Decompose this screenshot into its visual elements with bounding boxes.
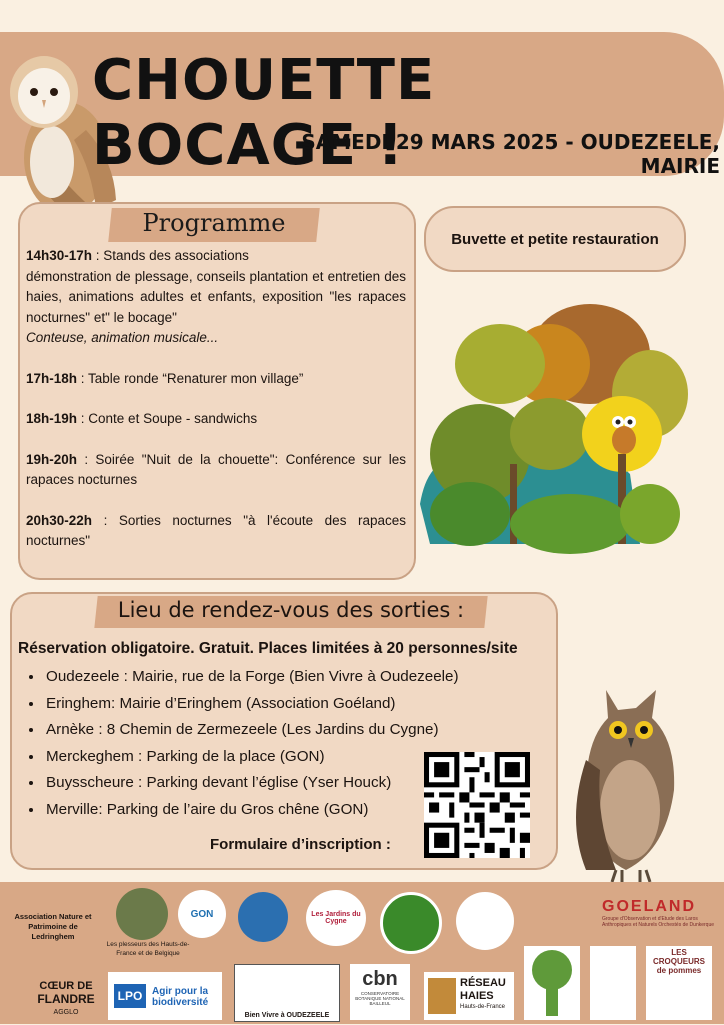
- programme-time: 20h30-22h: [26, 512, 93, 528]
- goeland-label: GOELAND: [602, 898, 696, 915]
- programme-text: : Sorties nocturnes "à l'écoute des rapaces nocturnes": [26, 512, 406, 548]
- programme-item: [26, 450, 406, 491]
- plesseurs-text: Les plesseurs des Hauts-de-France et de Belgique: [106, 941, 190, 957]
- goeland-subtitle: Groupe d'Observation et d'Etude des Laros Anthropiques et Naturels Orchestés de Dunkerque: [602, 916, 715, 928]
- goeland-logo: [548, 888, 718, 940]
- programme-list: [26, 246, 406, 572]
- event-date-location: SAMEDI 29 MARS 2025 - OUDEZEELE, MAIRIE: [301, 130, 720, 178]
- site-item: • Arnèke : 8 Chemin de Zermezeele (Les Jardins du Cygne): [44, 717, 544, 744]
- bien-vivre-logo: [234, 964, 340, 1022]
- reservation-note: Réservation obligatoire. Gratuit. Places limitées à 20 personnes/site: [18, 640, 518, 657]
- site-item: • Merckeghem : Parking de la place (GON): [44, 744, 544, 771]
- reseau-line3: Hauts-de-France: [460, 1004, 506, 1010]
- programme-time: 19h-20h: [26, 451, 78, 467]
- eagle-owl-illustration: [556, 670, 706, 890]
- lpo-subtitle: Agir pour la biodiversité: [152, 986, 209, 1008]
- buvette-pill: Buvette et petite restauration: [424, 206, 686, 272]
- programme-italic: Conteuse, animation musicale...: [26, 330, 219, 345]
- programme-item: [26, 409, 406, 430]
- programme-item: [26, 511, 406, 552]
- cbn-subtitle: CONSERVATOIRE BOTANIQUE NATIONAL BAILLEUL: [355, 991, 405, 1006]
- reseau-line1: RÉSEAU: [460, 977, 506, 989]
- ornament-logo: [590, 946, 636, 1020]
- coeur-flandre-line2: FLANDRE: [37, 992, 95, 1006]
- site-item: • Oudezeele : Mairie, rue de la Forge (Bien Vivre à Oudezeele): [44, 664, 544, 691]
- formulaire-label: Formulaire d’inscription :: [210, 836, 391, 853]
- coeur-flandre-line1: CŒUR DE: [39, 980, 93, 992]
- coeur-flandre-line3: AGGLO: [53, 1009, 79, 1016]
- site-item: • Eringhem: Mairie d’Eringhem (Association Goéland): [44, 691, 544, 718]
- site-item: • Merville: Parking de l’aire du Gros chêne (GON): [44, 797, 544, 824]
- lpo-logo: [108, 972, 222, 1020]
- reseau-line2: HAIES: [460, 990, 494, 1002]
- programme-time: 18h-19h: [26, 411, 78, 426]
- reseau-haies-logo: [424, 972, 514, 1020]
- cbn-logo: [350, 964, 410, 1020]
- bird-logo: [456, 892, 514, 950]
- croqueurs-logo: [646, 946, 712, 1020]
- tree-logo: [524, 946, 580, 1020]
- programme-text: : Stands des associations: [92, 248, 249, 263]
- bien-vivre-label: Bien Vivre à OUDEZEELE: [244, 1012, 330, 1019]
- site-item: • Buysscheure : Parking devant l’église (Yser Houck): [44, 770, 544, 797]
- plesseurs-logo: [116, 888, 168, 940]
- lieu-title: Lieu de rendez-vous des sorties :: [117, 598, 465, 622]
- programme-text: : Table ronde “Renaturer mon village”: [77, 370, 304, 386]
- page-title: CHOUETTE BOCAGE !: [92, 48, 436, 178]
- croqueurs-label: LES CROQUEURS de pommes: [652, 948, 705, 975]
- programme-title: Programme: [142, 209, 286, 237]
- programme-time: 17h-18h: [26, 370, 78, 386]
- programme-text: : Conte et Soupe - sandwichs: [77, 411, 258, 426]
- programme-text: : Soirée "Nuit de la chouette": Conférence sur les rapaces nocturnes: [26, 451, 406, 487]
- reseau-icon: [428, 978, 456, 1014]
- jardins-label: Les Jardins du Cygne: [311, 911, 361, 925]
- cbn-label: cbn: [362, 968, 398, 990]
- trees-illustration: [410, 294, 690, 570]
- lpo-label: LPO: [114, 984, 146, 1008]
- programme-item: [26, 369, 406, 390]
- globe-logo: [238, 892, 288, 942]
- coeur-de-flandre-logo: [24, 980, 108, 1019]
- qr-code[interactable]: [424, 752, 530, 858]
- programme-item: [26, 246, 406, 349]
- jardins-du-cygne-logo: [306, 890, 366, 946]
- assoc-nature-patrimoine-text: Association Nature et Patrimoine de Ledringhem: [14, 912, 92, 941]
- programme-detail: démonstration de plessage, conseils plantation et entretien des haies, animations adultes et enfants, exposition "les rapaces nocturnes" et" le bocage": [26, 268, 406, 325]
- programme-time: 14h30-17h: [26, 248, 93, 263]
- ladybird-logo: [380, 892, 442, 954]
- gon-logo: [178, 890, 226, 938]
- gon-label: GON: [190, 908, 214, 920]
